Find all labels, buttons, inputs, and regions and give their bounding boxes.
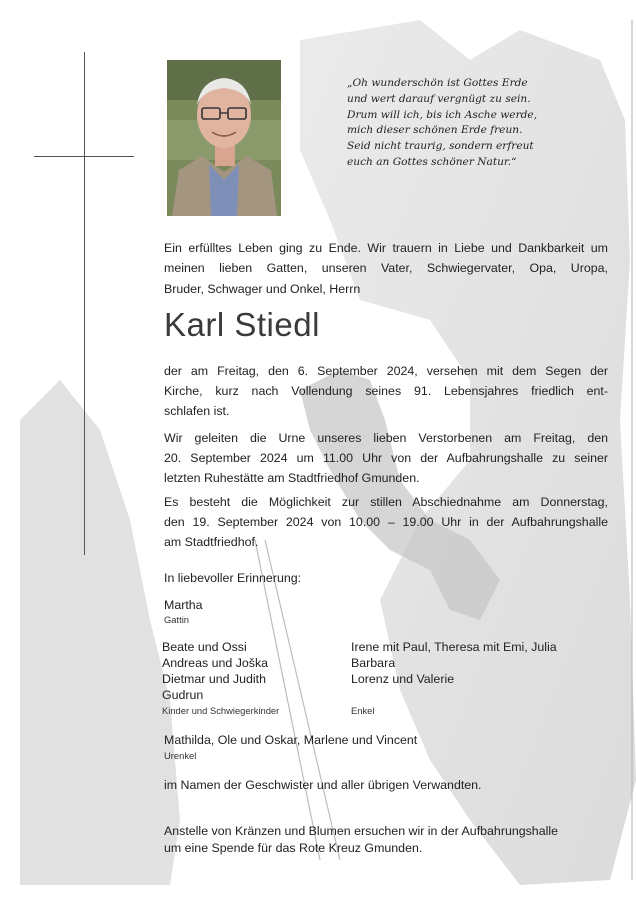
spouse-name: Martha (164, 598, 203, 612)
intro-line: Ein erfülltes Leben ging zu Ende. Wir trauern in Liebe und Dankbarkeit um (164, 241, 608, 255)
portrait-photo (167, 60, 281, 216)
paragraph-line: schlafen ist. (164, 404, 230, 418)
donation-line: um eine Spende für das Rote Kreuz Gmunden. (164, 841, 423, 855)
children-line: Gudrun (162, 688, 204, 702)
children-line: Beate und Ossi (162, 640, 247, 654)
great-grandchildren-line: Mathilda, Ole und Oskar, Marlene und Vincent (164, 733, 418, 747)
cross-icon-vertical (84, 52, 85, 555)
paragraph-line: den 19. September 2024 von 10.00 – 19.00 Uhr in der Aufbahrungshalle (164, 515, 608, 529)
intro-line: meinen lieben Gatten, unseren Vater, Schwiegervater, Opa, Uropa, (164, 261, 608, 276)
children-role: Kinder und Schwiegerkinder (162, 705, 280, 716)
grandchildren-line: Barbara (351, 656, 396, 670)
donation-line: Anstelle von Kränzen und Blumen ersuchen wir in der Aufbahrungshalle (164, 824, 558, 838)
farewell-paragraph (164, 492, 608, 552)
mourners-heading: In liebevoller Erinnerung: (164, 571, 302, 585)
paragraph-line: am Stadtfriedhof. (164, 535, 259, 549)
intro-text (164, 238, 608, 299)
great-grandchildren-role: Urenkel (164, 750, 197, 761)
grandchildren-role: Enkel (351, 705, 375, 716)
funeral-paragraph (164, 428, 608, 488)
deceased-name: Karl Stiedl (164, 306, 320, 343)
paragraph-line: Wir geleiten die Urne unseres lieben Verstorbenen am Freitag, den (164, 431, 608, 445)
spouse-role: Gattin (164, 614, 190, 625)
paragraph-line: Kirche, kurz nach Vollendung seines 91. Lebensjahres friedlich ent- (164, 384, 608, 398)
intro-line: Bruder, Schwager und Onkel, Herrn (164, 281, 361, 296)
quote-line: euch an Gottes schöner Natur.“ (347, 155, 517, 168)
quote-line: Drum will ich, bis ich Asche werde, (347, 108, 538, 121)
cross-icon-horizontal (34, 156, 134, 157)
death-notice-paragraph (164, 361, 608, 421)
quote-line: mich dieser schönen Erde freun. (347, 124, 523, 137)
poem-quote (347, 76, 577, 171)
quote-line: Seid nicht traurig, sondern erfreut (347, 140, 534, 153)
paragraph-line: letzten Ruhestätte am Stadtfriedhof Gmunden. (164, 471, 420, 485)
children-line: Dietmar und Judith (162, 672, 266, 686)
quote-line: und wert darauf vergnügt zu sein. (347, 92, 531, 105)
grandchildren-line: Lorenz und Valerie (351, 672, 455, 686)
grandchildren-line: Irene mit Paul, Theresa mit Emi, Julia (351, 640, 557, 654)
paragraph-line: der am Freitag, den 6. September 2024, versehen mit dem Segen der (164, 364, 608, 378)
paragraph-line: 20. September 2024 um 11.00 Uhr von der Aufbahrungshalle zu seiner (164, 451, 608, 465)
quote-line: „Oh wunderschön ist Gottes Erde (347, 77, 528, 89)
other-relatives-line: im Namen der Geschwister und aller übrigen Verwandten. (164, 778, 482, 792)
children-line: Andreas und Joška (162, 656, 269, 670)
paragraph-line: Es besteht die Möglichkeit zur stillen Abschiednahme am Donnerstag, (164, 495, 608, 509)
